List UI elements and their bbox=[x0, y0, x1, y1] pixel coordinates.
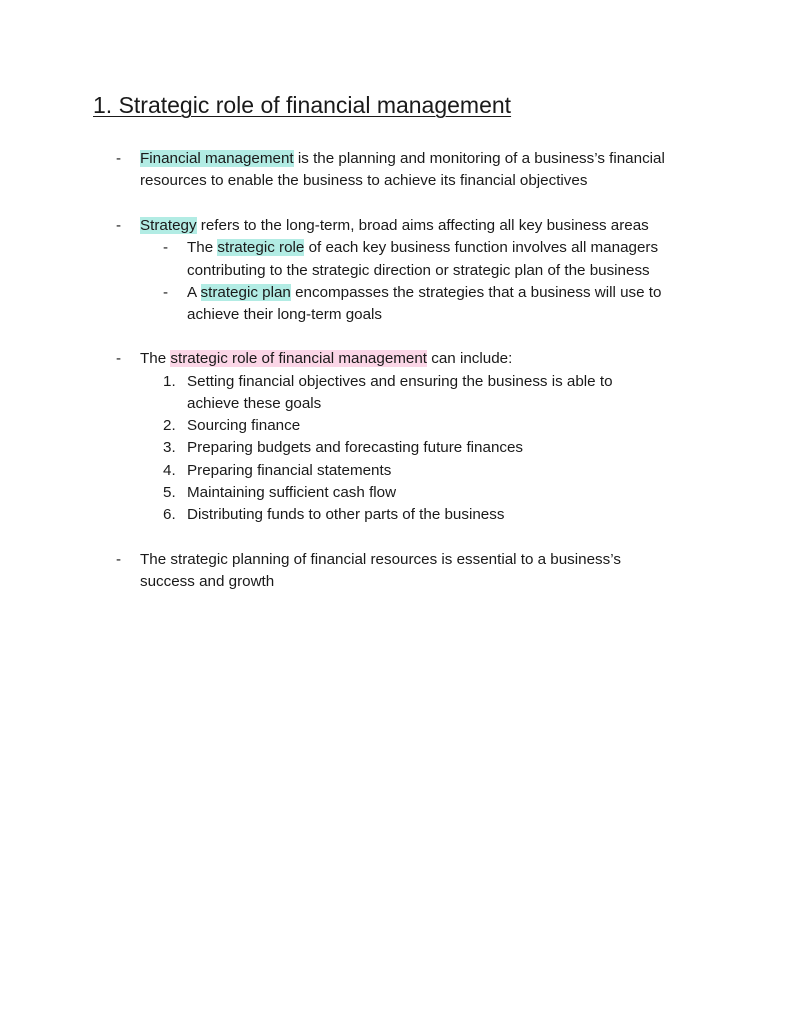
sub-bullet-marker: - bbox=[163, 284, 169, 301]
sub-list-item-continuation: contributing to the strategic direction or strategic plan of the business bbox=[187, 262, 650, 279]
list-number: 6. bbox=[163, 506, 176, 523]
item-text: can include: bbox=[427, 350, 513, 367]
sub-list-item-continuation: achieve their long-term goals bbox=[187, 306, 383, 323]
highlighted-term: Strategy bbox=[140, 217, 197, 234]
bullet-marker: - bbox=[116, 217, 122, 234]
highlighted-term: strategic plan bbox=[200, 284, 291, 301]
highlighted-term: strategic role bbox=[217, 239, 305, 256]
sub-list-item bbox=[187, 237, 658, 259]
list-item bbox=[140, 348, 512, 370]
page-title: 1. Strategic role of financial management bbox=[93, 92, 512, 118]
item-text: The bbox=[187, 239, 218, 256]
numbered-item: Distributing funds to other parts of the business bbox=[187, 506, 505, 523]
list-number: 3. bbox=[163, 439, 176, 456]
numbered-item: Preparing financial statements bbox=[187, 462, 392, 479]
list-item bbox=[140, 148, 665, 170]
bullet-marker: - bbox=[116, 551, 122, 568]
list-number: 1. bbox=[163, 373, 176, 390]
sub-list-item bbox=[187, 282, 661, 304]
numbered-item: Setting financial objectives and ensuring the business is able to bbox=[187, 373, 613, 390]
numbered-item-continuation: achieve these goals bbox=[187, 395, 322, 412]
bullet-marker: - bbox=[116, 350, 122, 367]
numbered-item: Maintaining sufficient cash flow bbox=[187, 484, 397, 501]
item-text: The bbox=[140, 350, 171, 367]
list-number: 2. bbox=[163, 417, 176, 434]
list-item-continuation: success and growth bbox=[140, 573, 275, 590]
item-text: refers to the long-term, broad aims affecting all key business areas bbox=[196, 217, 649, 234]
item-text: A bbox=[187, 284, 201, 301]
highlighted-term: Financial management bbox=[140, 150, 294, 167]
list-item bbox=[140, 215, 649, 237]
item-text: of each key business function involves all managers bbox=[304, 239, 659, 256]
list-item-continuation: resources to enable the business to achieve its financial objectives bbox=[140, 172, 588, 189]
numbered-item: Sourcing finance bbox=[187, 417, 301, 434]
item-text: encompasses the strategies that a business will use to bbox=[290, 284, 662, 301]
list-item: The strategic planning of financial resources is essential to a business’s bbox=[140, 551, 621, 568]
highlighted-term: strategic role of financial management bbox=[170, 350, 428, 367]
list-number: 4. bbox=[163, 462, 176, 479]
list-number: 5. bbox=[163, 484, 176, 501]
item-text: is the planning and monitoring of a business’s financial bbox=[293, 150, 665, 167]
numbered-item: Preparing budgets and forecasting future finances bbox=[187, 439, 524, 456]
sub-bullet-marker: - bbox=[163, 239, 169, 256]
bullet-marker: - bbox=[116, 150, 122, 167]
